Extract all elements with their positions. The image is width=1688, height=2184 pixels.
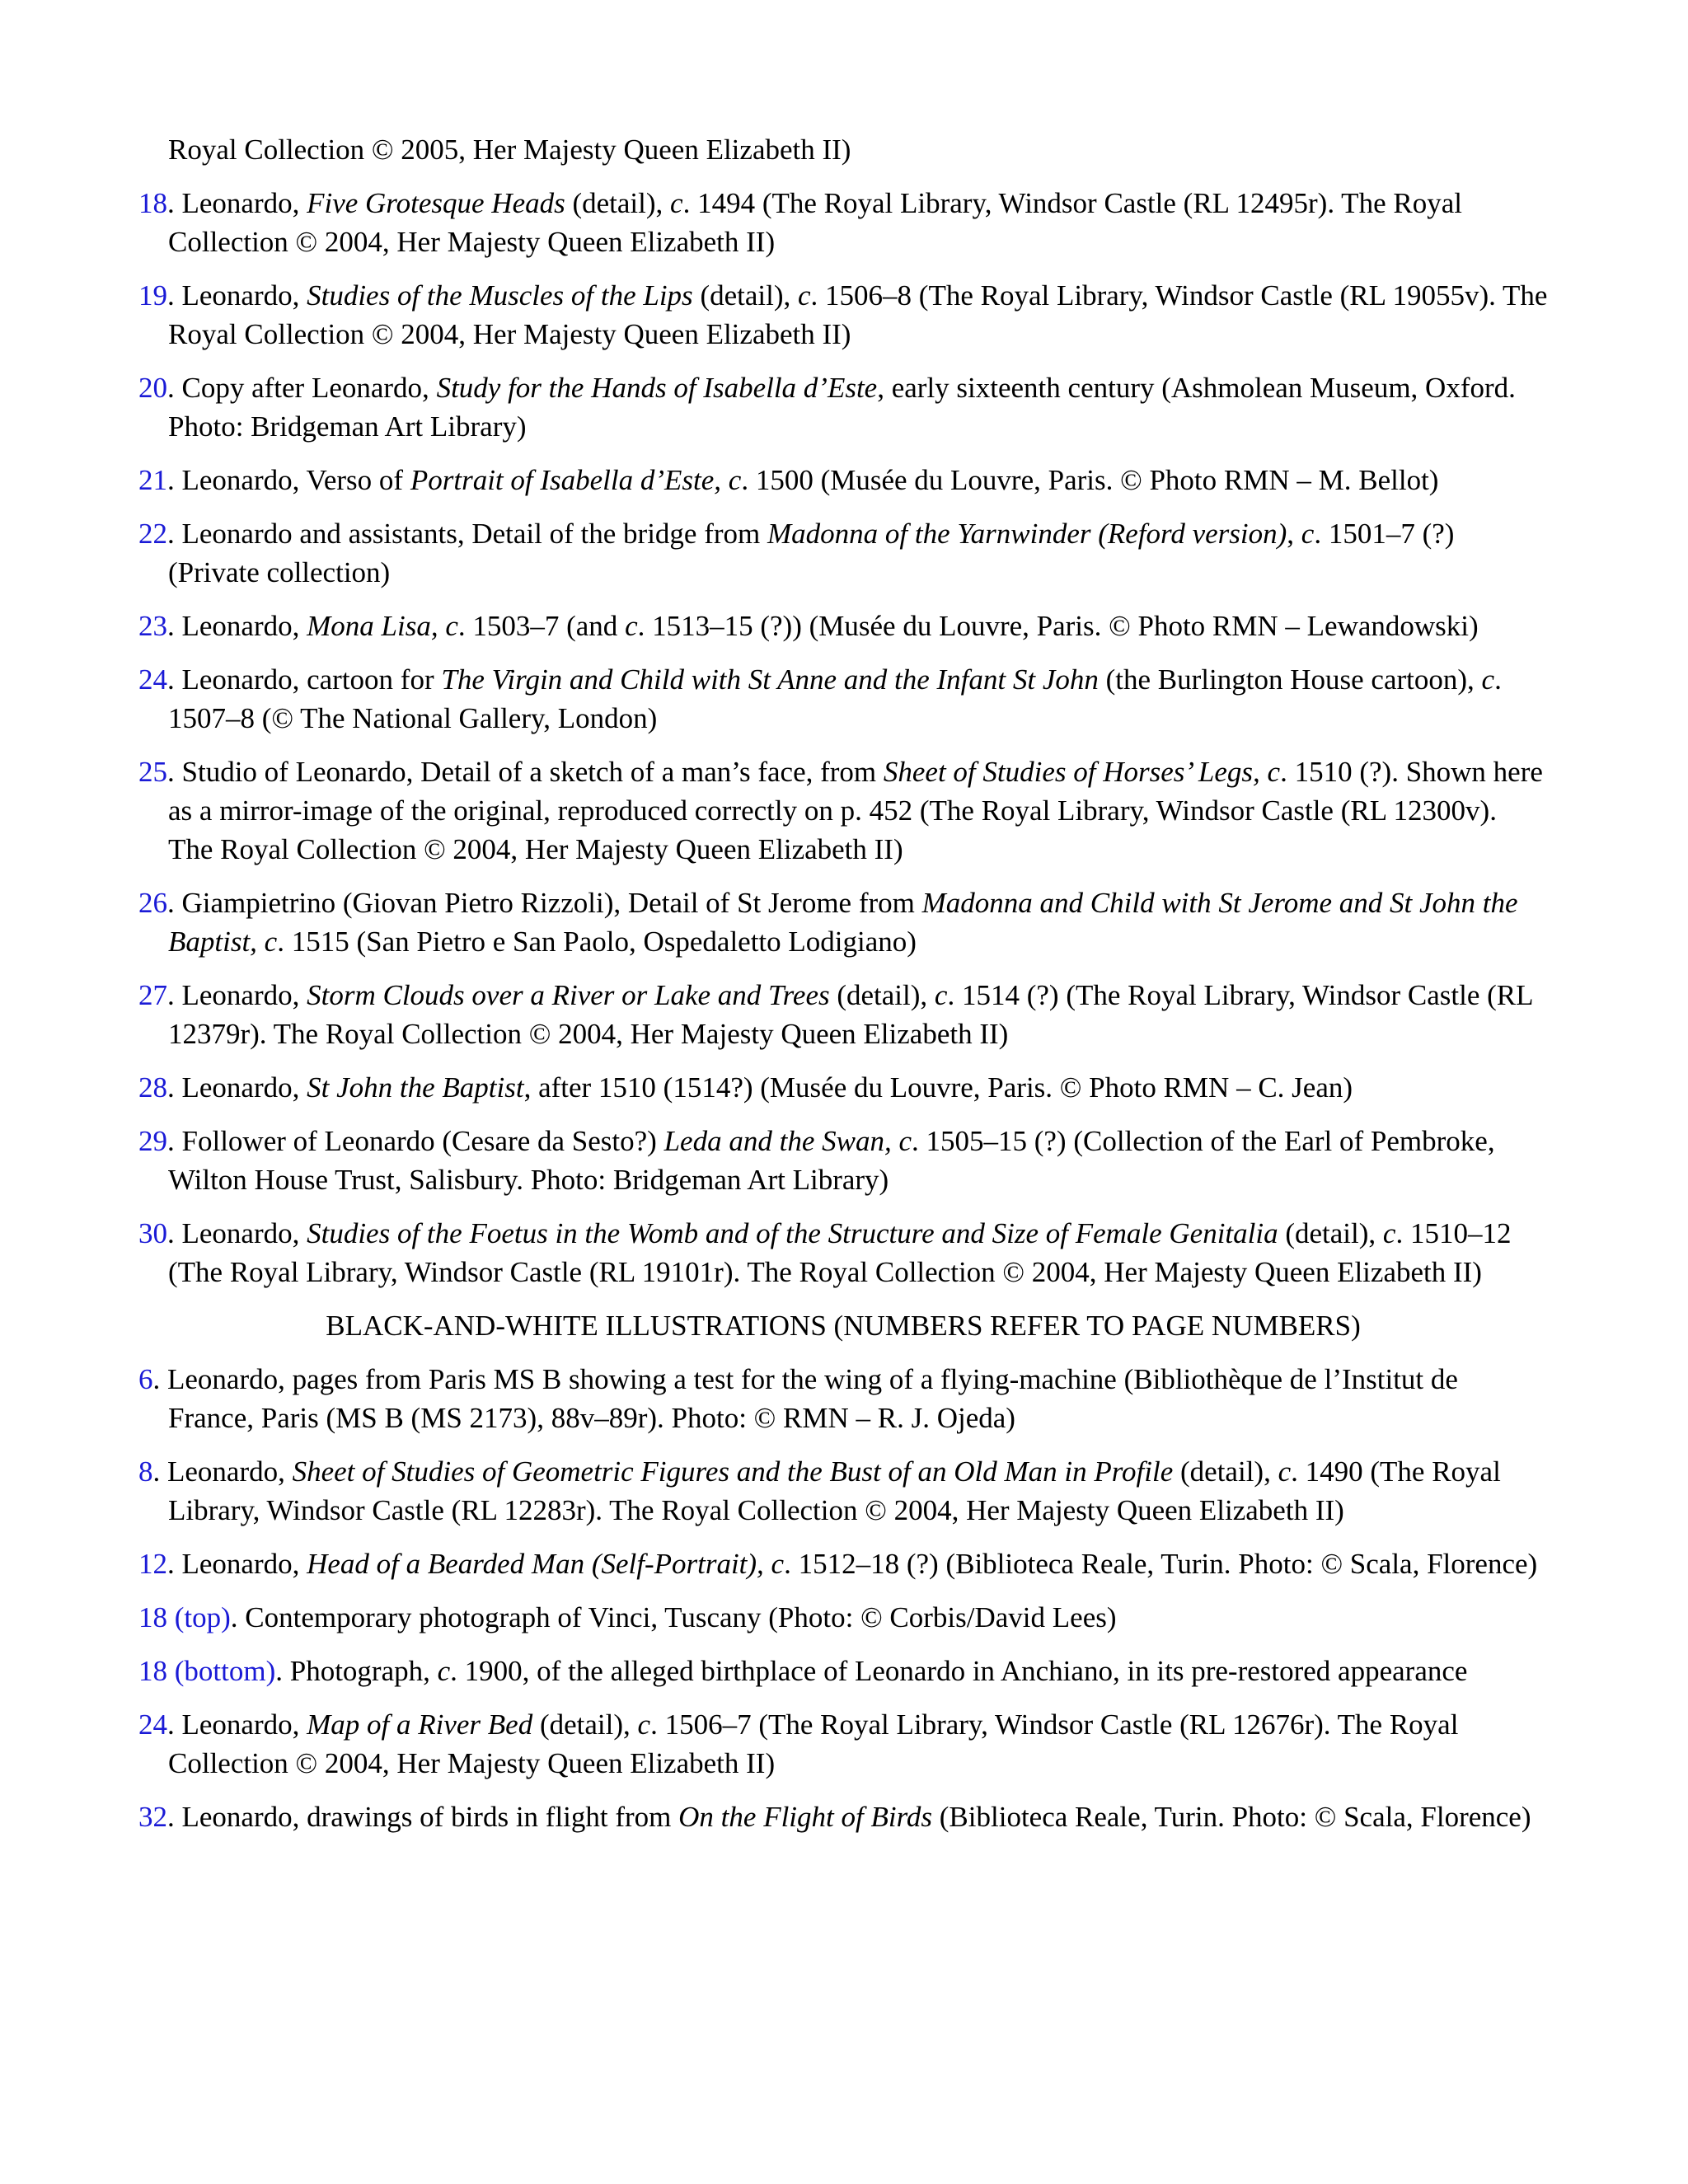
entry-number-link[interactable]: 12 [138, 1548, 167, 1580]
entry-text: . Leonardo, [167, 1708, 307, 1741]
entry-title-text: c [934, 979, 948, 1011]
entry-text: . 1513–15 (?)) (Musée du Louvre, Paris. © Photo RMN – Lewandowski) [637, 610, 1479, 642]
entry-text: , early sixteenth century (Ashmolean Museum, Oxford. Photo: Bridgeman Art Library) [168, 372, 1516, 443]
colour-plates-list [138, 184, 1548, 1291]
entry-text: . Leonardo, [167, 1548, 307, 1580]
entry-number-link[interactable]: 19 [138, 279, 167, 312]
entry-title-text: Five Grotesque Heads [307, 187, 565, 219]
entry-text: . Contemporary photograph of Vinci, Tuscany (Photo: © Corbis/David Lees) [230, 1601, 1117, 1633]
list-item [138, 1652, 1548, 1690]
entry-number-link[interactable]: 8 [138, 1455, 153, 1488]
list-item [138, 461, 1548, 499]
entry-text: . Leonardo, [167, 279, 307, 312]
list-item [138, 514, 1548, 592]
entry-title-text: Study for the Hands of Isabella d’Este [436, 372, 878, 404]
entry-number-link[interactable]: 22 [138, 518, 167, 550]
entry-title-text: Madonna and Child with St Jerome and St John the Baptist, c [168, 887, 1518, 958]
list-item [138, 752, 1548, 869]
entry-text: . Leonardo, cartoon for [167, 663, 442, 696]
entry-number-link[interactable]: 32 [138, 1801, 167, 1833]
list-item [138, 368, 1548, 446]
entry-text: . Copy after Leonardo, [167, 372, 437, 404]
entry-text: . Leonardo, [152, 1455, 293, 1488]
entry-number-link[interactable]: 30 [138, 1217, 167, 1249]
list-item [138, 1068, 1548, 1107]
entry-text: , after 1510 (1514?) (Musée du Louvre, Paris. © Photo RMN – C. Jean) [523, 1071, 1353, 1104]
entry-text: . 1515 (San Pietro e San Paolo, Ospedaletto Lodigiano) [277, 926, 917, 958]
entry-text: . Leonardo, [167, 1071, 307, 1104]
entry-text: . Leonardo, [167, 610, 307, 642]
entry-text: . 1900, of the alleged birthplace of Leonardo in Anchiano, in its pre-restored appearance [450, 1655, 1468, 1687]
entry-text: . Studio of Leonardo, Detail of a sketch of a man’s face, from [167, 756, 884, 788]
entry-title-text: Storm Clouds over a River or Lake and Trees [307, 979, 830, 1011]
entry-title-text: Sheet of Studies of Horses’ Legs, c [883, 756, 1281, 788]
entry-text: . Leonardo, drawings of birds in flight from [167, 1801, 679, 1833]
entry-text: . 1510 (?). Shown here as a mirror-image of the original, reproduced correctly on p. 452 (The Royal Library, Windsor Castle (RL 12300v). The Royal Collection © 2004, Her Majesty Queen Elizabeth II) [168, 756, 1543, 865]
entry-text: . Leonardo, pages from Paris MS B showing a test for the wing of a flying-machine (Bibliothèque de l’Institut de France, Paris (MS B (MS 2173), 88v–89r). Photo: © RMN – R. J. Ojeda) [152, 1363, 1458, 1434]
list-item [138, 1122, 1548, 1199]
entry-number-link[interactable]: 20 [138, 372, 167, 404]
entry-title-text: c [637, 1708, 651, 1741]
list-item [138, 883, 1548, 961]
entry-title-text: St John the Baptist [307, 1071, 524, 1104]
entry-text: (detail), [829, 979, 935, 1011]
entry-title-text: c [1382, 1217, 1396, 1249]
entry-text: . 1506–8 (The Royal Library, Windsor Castle (RL 19055v). The Royal Collection © 2004, Her Majesty Queen Elizabeth II) [168, 279, 1548, 350]
entry-title-text: c [1481, 663, 1495, 696]
entry-text: . 1490 (The Royal Library, Windsor Castle (RL 12283r). The Royal Collection © 2004, Her Majesty Queen Elizabeth II) [168, 1455, 1501, 1526]
continuation-text: Royal Collection © 2005, Her Majesty Queen Elizabeth II) [168, 134, 851, 166]
entry-number-link[interactable]: 21 [138, 464, 167, 496]
entry-number-link[interactable]: 18 [138, 187, 167, 219]
entry-title-text: Studies of the Foetus in the Womb and of the Structure and Size of Female Genitalia [307, 1217, 1278, 1249]
entry-number-link[interactable]: 18 (bottom) [138, 1655, 276, 1687]
entry-text: . 1507–8 (© The National Gallery, London) [168, 663, 1502, 734]
list-item [138, 660, 1548, 738]
entry-text: . Leonardo, [167, 187, 307, 219]
entry-title-text: c [437, 1655, 451, 1687]
bw-section-heading: BLACK-AND-WHITE ILLUSTRATIONS (NUMBERS REFER TO PAGE NUMBERS) [326, 1310, 1361, 1342]
entry-text: (Biblioteca Reale, Turin. Photo: © Scala, Florence) [932, 1801, 1531, 1833]
list-item [138, 276, 1548, 354]
entry-number-link[interactable]: 25 [138, 756, 167, 788]
entry-title-text: c [1301, 518, 1315, 550]
entry-text: . 1505–15 (?) (Collection of the Earl of Pembroke, Wilton House Trust, Salisbury. Photo: Bridgeman Art Library) [168, 1125, 1495, 1196]
entry-title-text: c [1278, 1455, 1292, 1488]
entry-text: . Photograph, [275, 1655, 438, 1687]
entry-text: . 1506–7 (The Royal Library, Windsor Castle (RL 12676r). The Royal Collection © 2004, Her Majesty Queen Elizabeth II) [168, 1708, 1459, 1779]
entry-number-link[interactable]: 28 [138, 1071, 167, 1104]
entry-title-text: The Virgin and Child with St Anne and the Infant St John [441, 663, 1099, 696]
entry-number-link[interactable]: 24 [138, 1708, 167, 1741]
entry-title-text: Leda and the Swan, c [663, 1125, 912, 1157]
entry-text: , [1287, 518, 1301, 550]
entry-text: . Leonardo, [167, 1217, 307, 1249]
entry-number-link[interactable]: 27 [138, 979, 167, 1011]
entry-number-link[interactable]: 23 [138, 610, 167, 642]
entry-text: . Giampietrino (Giovan Pietro Rizzoli), Detail of St Jerome from [167, 887, 922, 919]
list-item [138, 1705, 1548, 1783]
list-item [138, 1544, 1548, 1583]
entry-title-text: On the Flight of Birds [678, 1801, 933, 1833]
entry-number-link[interactable]: 29 [138, 1125, 167, 1157]
entry-title-text: Sheet of Studies of Geometric Figures and the Bust of an Old Man in Profile [292, 1455, 1174, 1488]
entry-title-text: Studies of the Muscles of the Lips [307, 279, 693, 312]
list-item [138, 1452, 1548, 1530]
entry-text: . 1501–7 (?) (Private collection) [168, 518, 1455, 588]
list-item [138, 184, 1548, 261]
entry-title-text: Head of a Bearded Man (Self-Portrait), c [307, 1548, 785, 1580]
entry-text: . Follower of Leonardo (Cesare da Sesto?) [167, 1125, 664, 1157]
list-item [138, 976, 1548, 1053]
entry-text: (the Burlington House cartoon), [1098, 663, 1482, 696]
entry-title-text: c [798, 279, 811, 312]
entry-number-link[interactable]: 6 [138, 1363, 153, 1395]
entry-title-text: Mona Lisa, c [307, 610, 458, 642]
entry-title-text: Portrait of Isabella d’Este, c [410, 464, 742, 496]
entry-text: . 1512–18 (?) (Biblioteca Reale, Turin. Photo: © Scala, Florence) [784, 1548, 1538, 1580]
bw-illustrations-list [138, 1360, 1548, 1836]
entry-text: (detail), [692, 279, 798, 312]
entry-text: . 1510–12 (The Royal Library, Windsor Castle (RL 19101r). The Royal Collection © 2004, Her Majesty Queen Elizabeth II) [168, 1217, 1512, 1288]
entry-text: (detail), [1278, 1217, 1383, 1249]
entry-text: . Leonardo, [167, 979, 307, 1011]
entry-text: (detail), [1173, 1455, 1278, 1488]
entry-text: . 1500 (Musée du Louvre, Paris. © Photo RMN – M. Bellot) [741, 464, 1439, 496]
entry-text: . Leonardo, Verso of [167, 464, 410, 496]
entry-title-text: Map of a River Bed [307, 1708, 533, 1741]
entry-text: (detail), [565, 187, 671, 219]
list-item [138, 1214, 1548, 1291]
entry-title-text: Madonna of the Yarnwinder (Reford version) [767, 518, 1287, 550]
entry-text: . 1494 (The Royal Library, Windsor Castle (RL 12495r). The Royal Collection © 2004, Her Majesty Queen Elizabeth II) [168, 187, 1462, 258]
entry-text: (detail), [532, 1708, 638, 1741]
entry-text: . Leonardo and assistants, Detail of the bridge from [167, 518, 767, 550]
entry-title-text: c [625, 610, 638, 642]
entry-number-link[interactable]: 26 [138, 887, 167, 919]
list-item [138, 1598, 1548, 1637]
entry-title-text: c [670, 187, 683, 219]
entry-number-link[interactable]: 18 (top) [138, 1601, 231, 1633]
list-item [138, 607, 1548, 645]
list-item [138, 1797, 1548, 1836]
entry-text: . 1514 (?) (The Royal Library, Windsor Castle (RL 12379r). The Royal Collection © 2004, Her Majesty Queen Elizabeth II) [168, 979, 1533, 1050]
entry-text: . 1503–7 (and [457, 610, 626, 642]
list-item [138, 1360, 1548, 1437]
entry-number-link[interactable]: 24 [138, 663, 167, 696]
